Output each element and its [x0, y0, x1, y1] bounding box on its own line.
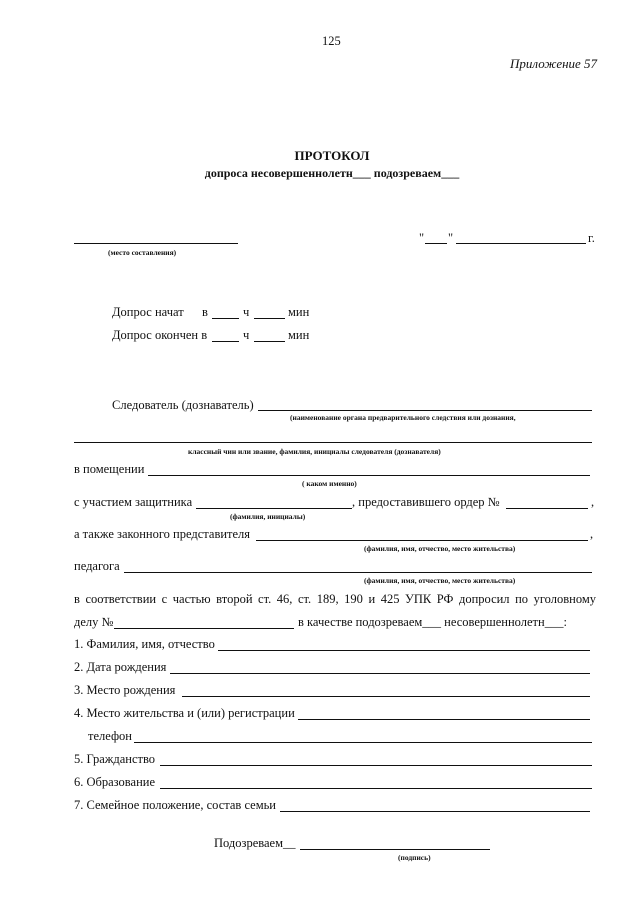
place-caption: (место составления)	[108, 248, 177, 257]
start-label: Допрос начат	[112, 305, 184, 319]
start-hour-line[interactable]	[212, 318, 239, 319]
end-label: Допрос окончен в	[112, 328, 208, 342]
teacher-label: педагога	[74, 559, 120, 573]
start-hour-label: ч	[243, 305, 250, 319]
appendix-label: Приложение 57	[510, 56, 598, 71]
representative-comma: ,	[590, 527, 594, 541]
place-line[interactable]	[74, 243, 238, 244]
defender-order-text: , предоставившего ордер №	[352, 495, 500, 509]
field-citizenship-line[interactable]	[160, 765, 592, 766]
investigator-line-2[interactable]	[74, 442, 592, 443]
field-residence-line[interactable]	[298, 719, 590, 720]
case-number-line[interactable]	[114, 628, 294, 629]
defender-caption: (фамилия, инициалы)	[230, 512, 306, 521]
start-min-label: мин	[288, 305, 310, 319]
field-family-label: 7. Семейное положение, состав семьи	[74, 798, 276, 812]
field-phone-label: телефон	[88, 729, 132, 743]
field-birth-place-label: 3. Место рождения	[74, 683, 176, 697]
end-hour-label: ч	[243, 328, 250, 342]
investigator-caption-1: (наименование органа предварительного следствия или дознания,	[290, 413, 516, 422]
legal-text-line-2: в качестве подозреваем___ несовершеннолетн___:	[298, 615, 567, 629]
case-label: делу №	[74, 615, 114, 629]
end-min-line[interactable]	[254, 341, 285, 342]
start-v: в	[202, 305, 208, 319]
field-education-label: 6. Образование	[74, 775, 156, 789]
investigator-caption-2: классный чин или звание, фамилия, инициалы следователя (дознавателя)	[188, 447, 441, 456]
teacher-line[interactable]	[124, 572, 592, 573]
room-caption: ( каком именно)	[302, 479, 357, 488]
field-birth-date-label: 2. Дата рождения	[74, 660, 167, 674]
start-min-line[interactable]	[254, 318, 285, 319]
investigator-line[interactable]	[258, 410, 592, 411]
room-line[interactable]	[148, 475, 590, 476]
defender-line[interactable]	[196, 508, 352, 509]
representative-label: а также законного представителя	[74, 527, 251, 541]
field-birth-place-line[interactable]	[182, 696, 590, 697]
signature-label: Подозреваем__	[214, 836, 296, 850]
field-residence-label: 4. Место жительства и (или) регистрации	[74, 706, 295, 720]
date-quote-close: "	[448, 231, 454, 245]
order-number-line[interactable]	[506, 508, 588, 509]
field-education-line[interactable]	[160, 788, 592, 789]
end-hour-line[interactable]	[212, 341, 239, 342]
legal-text-line-1: в соответствии с частью второй ст. 46, ст. 189, 190 и 425 УПК РФ допросил по уголовному	[74, 592, 596, 606]
teacher-caption: (фамилия, имя, отчество, место жительства)	[364, 576, 516, 585]
end-min-label: мин	[288, 328, 310, 342]
representative-caption: (фамилия, имя, отчество, место жительства)	[364, 544, 516, 553]
defender-comma: ,	[591, 495, 595, 509]
defender-label: с участием защитника	[74, 495, 193, 509]
date-month-line[interactable]	[456, 243, 586, 244]
field-full-name-label: 1. Фамилия, имя, отчество	[74, 637, 215, 651]
field-family-line[interactable]	[280, 811, 590, 812]
investigator-label: Следователь (дознаватель)	[112, 398, 254, 412]
room-label: в помещении	[74, 462, 145, 476]
page-number: 125	[322, 34, 341, 48]
date-day-line[interactable]	[425, 243, 447, 244]
field-phone-line[interactable]	[134, 742, 592, 743]
signature-line[interactable]	[300, 849, 490, 850]
field-birth-date-line[interactable]	[170, 673, 590, 674]
representative-line[interactable]	[256, 540, 588, 541]
field-citizenship-label: 5. Гражданство	[74, 752, 156, 766]
date-quote-open: "	[419, 231, 425, 245]
year-suffix: г.	[588, 231, 595, 245]
field-full-name-line[interactable]	[218, 650, 590, 651]
document-subtitle: допроса несовершеннолетн___ подозреваем___	[204, 166, 460, 180]
signature-caption: (подпись)	[398, 853, 431, 862]
document-title: ПРОТОКОЛ	[294, 148, 370, 163]
